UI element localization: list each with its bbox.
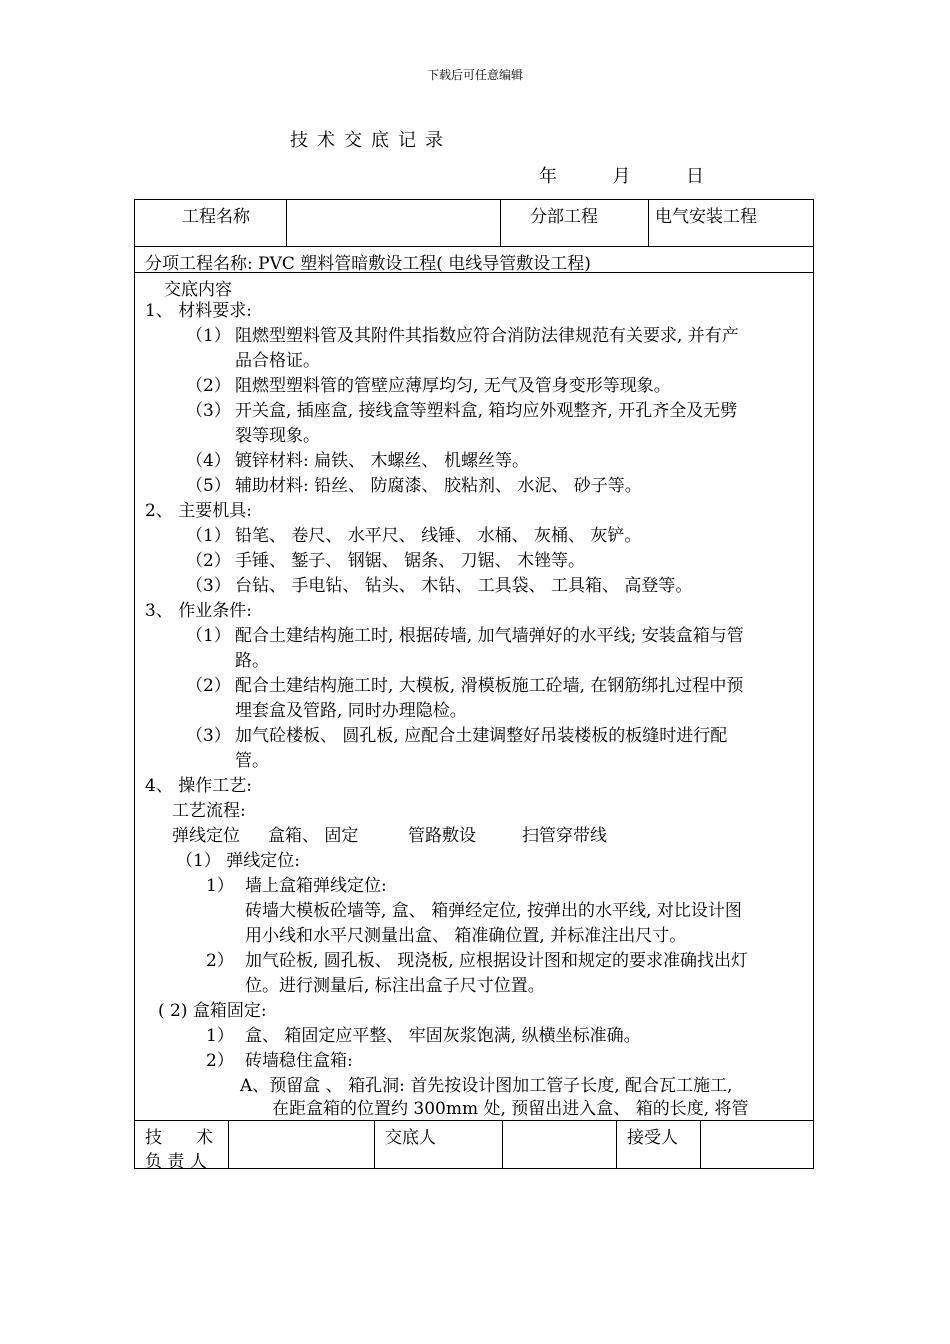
flow-step: 弹线定位	[172, 826, 240, 846]
discloser-label: 交底人	[385, 1128, 436, 1148]
item-number: 1）	[206, 876, 234, 896]
item-text: 加气砼板, 圆孔板、 现浇板, 应根据设计图和规定的要求准确找出灯	[245, 951, 749, 971]
item-number: （2）	[186, 551, 231, 571]
table-divider	[500, 199, 501, 246]
flow-step: 管路敷设	[408, 826, 476, 846]
item-text: A、预留盒 、 箱孔洞: 首先按设计图加工管子长度, 配合瓦工施工,	[240, 1076, 733, 1096]
subitem-name: 分项工程名称: PVC 塑料管暗敷设工程( 电线导管敷设工程)	[145, 254, 591, 274]
table-divider	[502, 1120, 503, 1169]
item-number: （5）	[186, 476, 231, 496]
item-text: 路。	[235, 651, 269, 671]
item-text: 在距盒箱的位置约 300mm 处, 预留出进入盒、 箱的长度, 将管	[272, 1099, 749, 1119]
item-text: 辅助材料: 铅丝、 防腐漆、 胶粘剂、 水泥、 砂子等。	[235, 476, 642, 496]
item-text: 盒、 箱固定应平整、 牢固灰浆饱满, 纵横坐标准确。	[245, 1026, 641, 1046]
item-number: 2）	[206, 951, 234, 971]
item-text: 砖墙稳住盒箱:	[245, 1051, 353, 1071]
item-text: 砖墙大模板砼墙等, 盒、 箱弹经定位, 按弹出的水平线, 对比设计图	[245, 901, 742, 921]
item-number: （2）	[186, 376, 231, 396]
table-divider	[374, 1120, 375, 1169]
item-number: （3）	[186, 401, 231, 421]
table-divider	[700, 1120, 701, 1169]
item-text: 品合格证。	[235, 351, 320, 371]
item-text: 镀锌材料: 扁铁、 木螺丝、 机螺丝等。	[235, 451, 529, 471]
project-name-label: 工程名称	[182, 207, 250, 227]
item-number: （3）	[186, 576, 231, 596]
item-number: （3）	[186, 726, 231, 746]
section-heading: 4、 操作工艺:	[145, 776, 252, 796]
date-line	[539, 162, 704, 188]
item-number: （4）	[186, 451, 231, 471]
tech-lead-label: 技 术	[145, 1128, 213, 1148]
item-number: （1）	[186, 326, 231, 346]
item-text: 用小线和水平尺测量出盒、 箱准确位置, 并标准注出尺寸。	[245, 926, 687, 946]
item-text: 开关盒, 插座盒, 接线盒等塑料盒, 箱均应外观整齐, 开孔齐全及无劈	[235, 401, 738, 421]
item-number: （1）	[186, 526, 231, 546]
table-divider	[648, 199, 649, 246]
item-number: 1）	[206, 1026, 234, 1046]
section-heading: 3、 作业条件:	[145, 601, 252, 621]
item-text: 墙上盒箱弹线定位:	[245, 876, 387, 896]
item-text: 加气砼楼板、 圆孔板, 应配合土建调整好吊装楼板的板缝时进行配	[235, 726, 728, 746]
item-number: 2）	[206, 1051, 234, 1071]
item-text: 阻燃型塑料管的管壁应薄厚均匀, 无气及管身变形等现象。	[235, 376, 671, 396]
flow-step: 扫管穿带线	[522, 826, 607, 846]
receiver-label: 接受人	[627, 1128, 678, 1148]
section-heading: 1、 材料要求:	[145, 301, 252, 321]
item-number: （2）	[186, 676, 231, 696]
item-text: 裂等现象。	[235, 426, 320, 446]
division-value: 电气安装工程	[655, 207, 757, 227]
item-text: 台钻、 手电钻、 钻头、 木钻、 工具袋、 工具箱、 高登等。	[235, 576, 693, 596]
table-divider	[228, 1120, 229, 1169]
section-heading: 2、 主要机具:	[145, 501, 252, 521]
document-title: 技术交底记录	[290, 130, 452, 151]
tech-lead-label: 负 责 人	[145, 1152, 207, 1172]
flow-label: 工艺流程:	[172, 801, 246, 821]
content-heading: 交底内容	[164, 280, 232, 300]
item-text: 配合土建结构施工时, 根据砖墙, 加气墙弹好的水平线; 安装盒箱与管	[235, 626, 744, 646]
division-label: 分部工程	[530, 207, 598, 227]
date-month: 月	[612, 166, 631, 187]
item-text: 手锤、 錾子、 钢锯、 锯条、 刀锯、 木锉等。	[235, 551, 586, 571]
table-divider	[134, 246, 814, 247]
table-divider	[616, 1120, 617, 1169]
item-text: 铅笔、 卷尺、 水平尺、 线锤、 水桶、 灰桶、 灰铲。	[235, 526, 642, 546]
item-text: 埋套盒及管路, 同时办理隐检。	[235, 701, 467, 721]
item-text: 阻燃型塑料管及其附件其指数应符合消防法律规范有关要求, 并有产	[235, 326, 739, 346]
item-text: 位。进行测量后, 标注出盒子尺寸位置。	[245, 976, 545, 996]
item-text: 管。	[235, 751, 269, 771]
date-day: 日	[685, 166, 704, 187]
item-text: 配合土建结构施工时, 大模板, 滑模板施工砼墙, 在钢筋绑扎过程中预	[235, 676, 744, 696]
table-divider	[286, 199, 287, 246]
date-year: 年	[539, 166, 557, 187]
header-note: 下载后可任意编辑	[426, 68, 523, 82]
flow-step: 盒箱、 固定	[268, 826, 359, 846]
item-number: （1）	[186, 626, 231, 646]
sub-heading: ( 2) 盒箱固定:	[158, 1001, 267, 1021]
sub-heading: （1） 弹线定位:	[176, 851, 300, 871]
